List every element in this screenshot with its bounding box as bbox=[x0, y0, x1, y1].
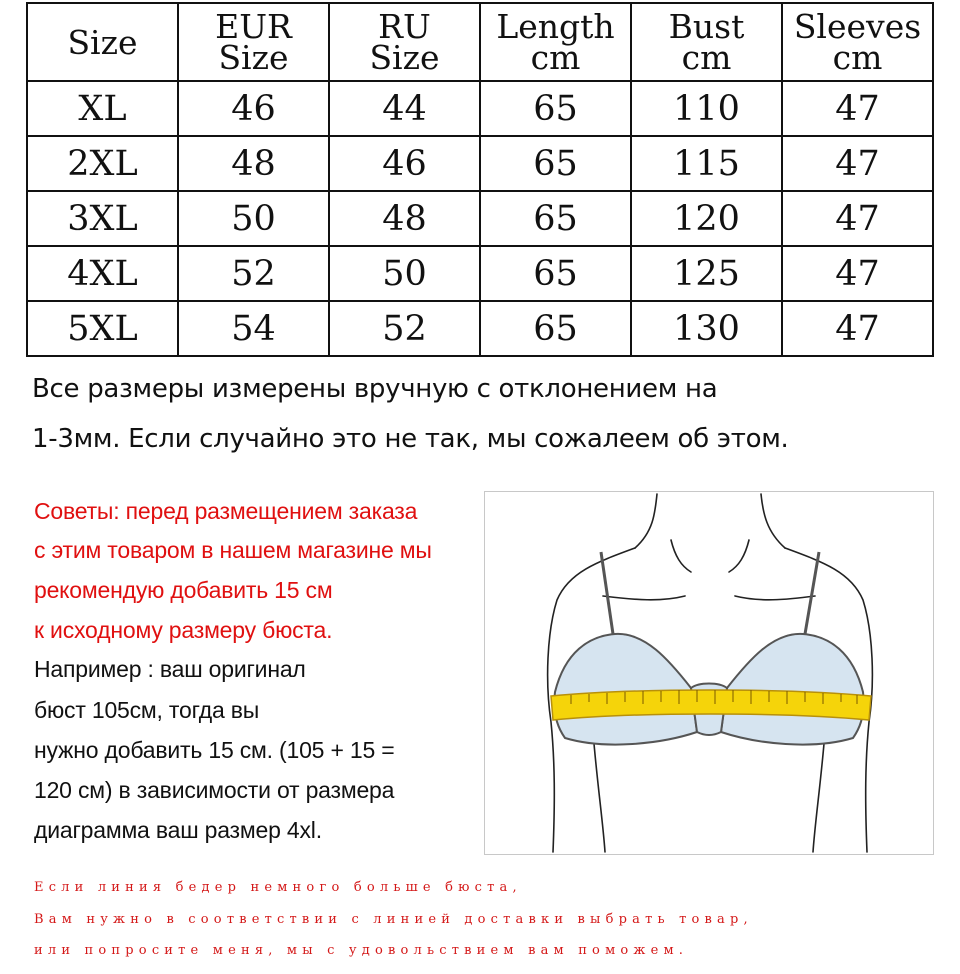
table-row bbox=[27, 136, 933, 191]
table-cell: 65 bbox=[480, 81, 631, 136]
table-cell: 52 bbox=[178, 246, 329, 301]
tip-line: диаграмма ваш размер 4xl. bbox=[34, 817, 322, 843]
table-cell: 48 bbox=[329, 191, 480, 246]
tip-line: бюст 105см, тогда вы bbox=[34, 697, 260, 723]
table-cell: 65 bbox=[480, 246, 631, 301]
header-bust: Bust cm bbox=[631, 3, 782, 81]
table-cell: 115 bbox=[631, 136, 782, 191]
bust-measuring-tape-icon bbox=[484, 491, 934, 855]
tip-line: с этим товаром в нашем магазине мы bbox=[34, 537, 432, 563]
table-cell: 50 bbox=[329, 246, 480, 301]
table-cell: 44 bbox=[329, 81, 480, 136]
table-cell: 125 bbox=[631, 246, 782, 301]
table-cell: 4XL bbox=[27, 246, 178, 301]
table-cell: 50 bbox=[178, 191, 329, 246]
table-cell: 48 bbox=[178, 136, 329, 191]
table-cell: 110 bbox=[631, 81, 782, 136]
size-chart-table bbox=[26, 2, 934, 357]
header-sleeves: Sleeves cm bbox=[782, 3, 933, 81]
tip-line: к исходному размеру бюста. bbox=[34, 617, 333, 643]
table-cell: 46 bbox=[178, 81, 329, 136]
table-cell: 47 bbox=[782, 81, 933, 136]
table-row bbox=[27, 246, 933, 301]
table-cell: 65 bbox=[480, 301, 631, 356]
footer-note-line-3: или попросите меня, мы с удовольствием вам поможем. bbox=[34, 943, 689, 958]
header-ru-size: RU Size bbox=[329, 3, 480, 81]
table-cell: 5XL bbox=[27, 301, 178, 356]
table-cell: 3XL bbox=[27, 191, 178, 246]
table-row bbox=[27, 301, 933, 356]
measurement-note-line-1: Все размеры измерены вручную с отклонением на bbox=[32, 374, 718, 404]
table-cell: 47 bbox=[782, 246, 933, 301]
header-length: Length cm bbox=[480, 3, 631, 81]
table-cell: 47 bbox=[782, 191, 933, 246]
table-cell: 130 bbox=[631, 301, 782, 356]
tip-line: 120 см) в зависимости от размера bbox=[34, 777, 395, 803]
header-size: Size bbox=[27, 3, 178, 81]
measurement-note-line-2: 1-3мм. Если случайно это не так, мы сожалеем об этом. bbox=[32, 424, 789, 454]
table-row bbox=[27, 81, 933, 136]
table-cell: 47 bbox=[782, 301, 933, 356]
table-cell: 52 bbox=[329, 301, 480, 356]
header-eur-size: EUR Size bbox=[178, 3, 329, 81]
table-cell: 47 bbox=[782, 136, 933, 191]
tip-line: Например : ваш оригинал bbox=[34, 656, 306, 682]
table-cell: 65 bbox=[480, 191, 631, 246]
table-cell: XL bbox=[27, 81, 178, 136]
tip-line: Советы: перед размещением заказа bbox=[34, 498, 418, 524]
tip-line: нужно добавить 15 см. (105 + 15 = bbox=[34, 737, 395, 763]
table-cell: 46 bbox=[329, 136, 480, 191]
table-cell: 120 bbox=[631, 191, 782, 246]
footer-note-line-1: Если линия бедер немного больше бюста, bbox=[34, 880, 522, 895]
table-header-row bbox=[27, 3, 933, 81]
table-cell: 54 bbox=[178, 301, 329, 356]
table-row bbox=[27, 191, 933, 246]
footer-note-line-2: Вам нужно в соответствии с линией доставки выбрать товар, bbox=[34, 912, 753, 927]
table-cell: 65 bbox=[480, 136, 631, 191]
tip-line: рекомендую добавить 15 см bbox=[34, 577, 333, 603]
table-cell: 2XL bbox=[27, 136, 178, 191]
